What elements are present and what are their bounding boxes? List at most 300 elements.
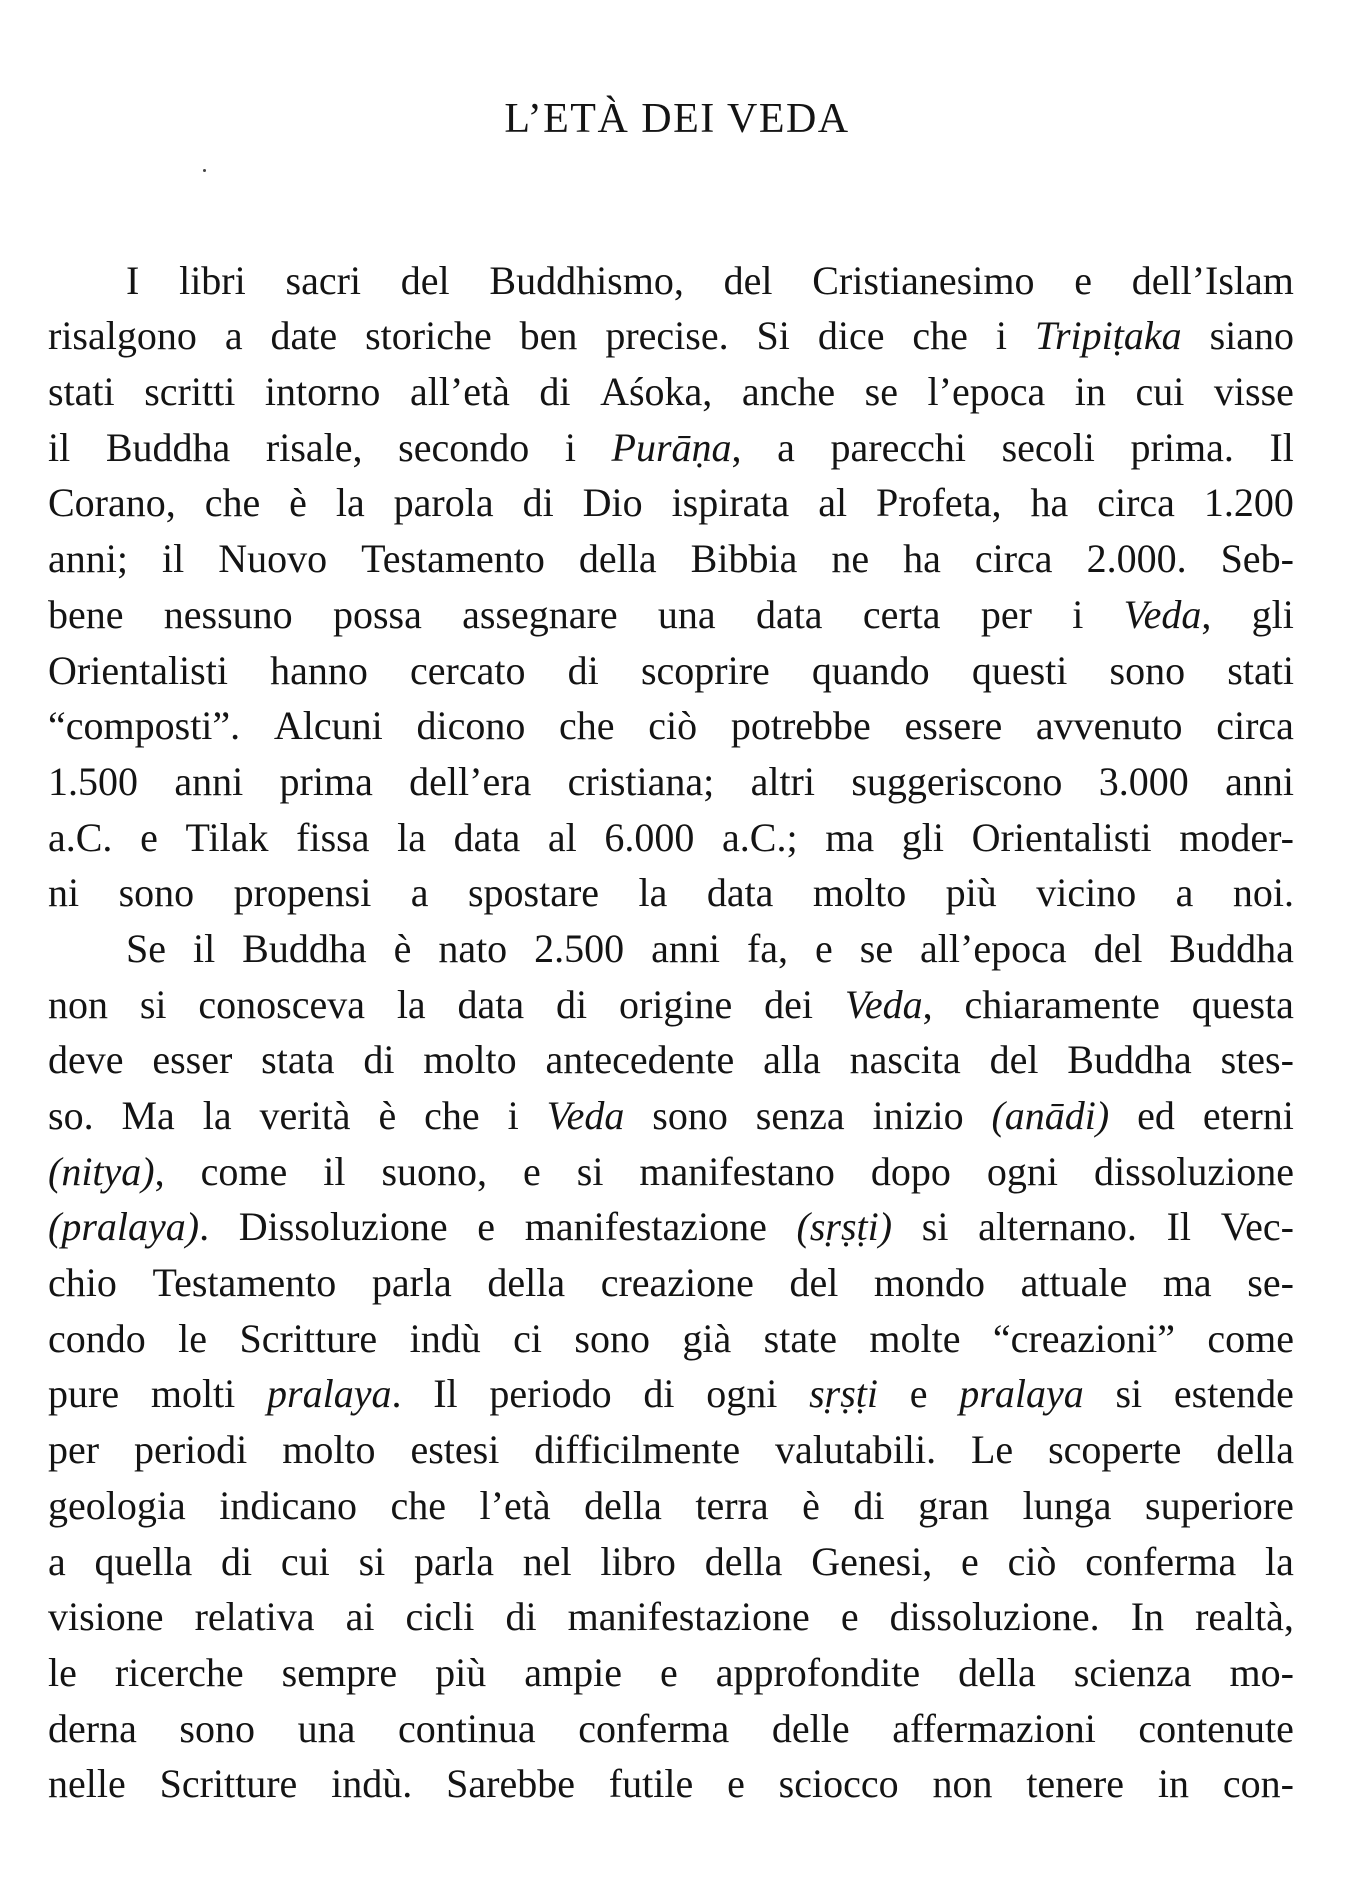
word: futile: [608, 1761, 694, 1807]
word: stata: [261, 1037, 335, 1083]
word: per: [980, 591, 1032, 637]
word: manifestano: [639, 1148, 835, 1194]
word: libro: [600, 1538, 676, 1584]
word: di: [853, 1482, 885, 1528]
word: del: [789, 1260, 839, 1306]
word: deve: [48, 1037, 124, 1083]
word: periodi: [133, 1427, 248, 1473]
word: (nitya),: [48, 1148, 165, 1194]
word: suono,: [381, 1148, 488, 1194]
word: Aśoka,: [600, 369, 713, 415]
word: delle: [771, 1705, 850, 1751]
word: storiche: [365, 313, 492, 359]
word: cercato: [410, 647, 526, 693]
word: Genesi,: [811, 1538, 933, 1584]
word: scoprire: [640, 647, 770, 693]
word: continua: [397, 1705, 536, 1751]
word: libri: [179, 257, 246, 303]
text-line: [48, 1080, 1294, 1136]
word: fissa: [296, 814, 370, 860]
word: a: [777, 424, 795, 470]
word: In: [1130, 1594, 1165, 1640]
word: l’epoca: [927, 369, 1046, 415]
word: Alcuni: [273, 703, 383, 749]
word: parla: [371, 1260, 452, 1306]
word: indicano: [219, 1482, 357, 1528]
word: precise.: [605, 313, 729, 359]
word: pure: [48, 1371, 120, 1417]
word: anni;: [48, 536, 128, 582]
word: (pralaya).: [48, 1204, 210, 1250]
word: creazione: [600, 1260, 754, 1306]
word: condo: [48, 1315, 146, 1361]
text-line: [48, 1582, 1294, 1638]
word: anni: [651, 925, 720, 971]
word: Seb-: [1220, 536, 1294, 582]
word: so.: [48, 1093, 94, 1138]
word: di: [556, 981, 588, 1027]
word: ai: [345, 1594, 375, 1640]
word: e: [477, 1204, 496, 1250]
word: e: [659, 1649, 678, 1695]
word: approfondite: [715, 1649, 921, 1695]
word: si: [576, 1148, 604, 1194]
word: Buddha: [1067, 1037, 1192, 1083]
word: secondo: [398, 424, 530, 470]
word: a: [410, 870, 429, 916]
word: se-: [1247, 1260, 1294, 1306]
word: Bibbia: [690, 536, 798, 582]
word: periodo: [489, 1371, 612, 1417]
word: Sarebbe: [446, 1761, 575, 1807]
word: il: [323, 1148, 346, 1194]
word: dice: [817, 313, 885, 359]
word: Veda: [546, 1093, 625, 1138]
word: quella: [94, 1538, 193, 1584]
word: ni: [48, 870, 80, 916]
word: il: [161, 536, 185, 582]
word: 6.000: [604, 814, 695, 860]
word: scritti: [144, 369, 236, 415]
word: molto: [282, 1427, 376, 1473]
word: derna: [48, 1705, 137, 1751]
word: Testamento: [361, 536, 545, 582]
word: pralaya.: [267, 1371, 402, 1417]
word: parla: [414, 1538, 494, 1584]
word: spostare: [467, 870, 600, 916]
word: sacri: [285, 257, 362, 303]
word: date: [270, 313, 338, 359]
text-line: [48, 1359, 1294, 1415]
word: sciocco: [778, 1761, 899, 1807]
word: origine: [618, 981, 733, 1027]
word: 1.200: [1203, 480, 1294, 526]
word: ed: [1137, 1093, 1175, 1138]
word: la: [396, 981, 426, 1027]
word: terra: [695, 1482, 769, 1528]
word: e: [140, 814, 158, 860]
word: estesi: [410, 1427, 500, 1473]
word: realtà,: [1195, 1594, 1294, 1640]
word: sono: [179, 1705, 255, 1751]
word: senza: [755, 1093, 845, 1138]
word: una: [297, 1705, 356, 1751]
word: a.C.;: [722, 814, 798, 860]
word: indù.: [331, 1761, 413, 1807]
word: “composti”.: [48, 703, 241, 749]
word: bene: [48, 591, 124, 637]
word: a: [1175, 870, 1194, 916]
word: dell’era: [409, 758, 532, 804]
word: stati: [48, 369, 115, 415]
word: chiaramente: [964, 981, 1160, 1027]
word: moder-: [1179, 814, 1294, 860]
word: è: [393, 925, 412, 971]
word: relativa: [194, 1594, 315, 1640]
word: molte: [869, 1315, 961, 1361]
word: ne: [831, 536, 870, 582]
word: per: [48, 1427, 100, 1473]
word: della: [578, 536, 657, 582]
word: anni: [1225, 758, 1294, 804]
text-line: [48, 301, 1294, 357]
word: Purāṇa,: [611, 424, 742, 470]
word: cristiana;: [567, 758, 715, 804]
word: non: [932, 1761, 993, 1807]
word: data: [453, 814, 521, 860]
word: Testamento: [152, 1260, 337, 1306]
word: che: [204, 480, 261, 526]
word: molto: [812, 870, 907, 916]
word: e: [815, 925, 833, 971]
word: sṛṣṭi: [809, 1371, 879, 1417]
word: pralaya: [959, 1371, 1084, 1417]
word: e: [961, 1538, 979, 1584]
word: parola: [393, 480, 494, 526]
word: siano: [1209, 313, 1294, 359]
word: quando: [811, 647, 930, 693]
word: Nuovo: [218, 536, 328, 582]
word: nascita: [849, 1037, 961, 1083]
text-line: [48, 579, 1294, 635]
word: Il: [1166, 1204, 1192, 1250]
word: ha: [1030, 480, 1069, 526]
word: potrebbe: [730, 703, 871, 749]
word: mondo: [873, 1260, 986, 1306]
word: sono: [1109, 647, 1186, 693]
text-line: [48, 468, 1294, 524]
word: si: [1115, 1371, 1143, 1417]
word: Veda,: [844, 981, 933, 1027]
word: sono: [118, 870, 195, 916]
word: lunga: [1022, 1482, 1112, 1528]
text-line: [48, 1470, 1294, 1526]
word: Scritture: [239, 1315, 378, 1361]
word: prima.: [1130, 424, 1234, 470]
word: conferma: [1085, 1538, 1237, 1584]
word: se: [864, 369, 898, 415]
word: essere: [904, 703, 1003, 749]
text-line: [48, 858, 1294, 914]
word: ciò: [1007, 1538, 1057, 1584]
word: Ma: [121, 1093, 175, 1138]
word: valutabili.: [775, 1427, 937, 1473]
word: Orientalisti: [48, 647, 228, 693]
word: di: [522, 480, 554, 526]
word: possa: [332, 591, 422, 637]
word: Cristianesimo: [812, 257, 1035, 303]
text-line: [48, 969, 1294, 1025]
word: Si: [756, 313, 790, 359]
word: ma: [825, 814, 875, 860]
word: parecchi: [830, 424, 966, 470]
word: più: [945, 870, 997, 916]
text-line: [48, 1414, 1294, 1473]
word: ricerche: [114, 1649, 244, 1695]
word: eterni: [1202, 1093, 1294, 1138]
word: manifestazione: [524, 1204, 767, 1250]
word: le: [178, 1315, 208, 1361]
text-line: [48, 802, 1294, 858]
word: che: [559, 703, 615, 749]
word: sono: [652, 1093, 728, 1138]
word: con-: [1222, 1761, 1294, 1807]
word: antecedente: [545, 1037, 735, 1083]
text-line: [48, 356, 1294, 415]
word: si: [358, 1538, 386, 1584]
word: ci: [513, 1315, 542, 1361]
word: ogni: [706, 1371, 778, 1417]
word: è: [289, 480, 307, 526]
word: i: [507, 1093, 519, 1138]
word: i: [1072, 591, 1084, 637]
word: come: [1207, 1315, 1294, 1361]
word: noi.: [1232, 870, 1294, 916]
word: molti: [150, 1371, 236, 1417]
word: nessuno: [163, 591, 293, 637]
word: il: [192, 925, 216, 971]
word: del: [1093, 925, 1143, 971]
text-line: [48, 412, 1294, 468]
word: attuale: [1020, 1260, 1128, 1306]
text-line: [48, 635, 1294, 691]
word: dei: [764, 981, 813, 1027]
page-title: L’ETÀ DEI VEDA: [504, 96, 850, 142]
word: estende: [1173, 1371, 1294, 1417]
word: dell’Islam: [1131, 257, 1294, 303]
word: state: [763, 1315, 837, 1361]
word: la: [202, 1093, 232, 1138]
word: si: [921, 1204, 949, 1250]
word: mo-: [1229, 1649, 1294, 1695]
word: visione: [48, 1594, 164, 1640]
word: circa: [974, 536, 1053, 582]
word: la: [397, 814, 426, 860]
word: nel: [522, 1538, 572, 1584]
word: cui: [1135, 369, 1185, 415]
word: indù: [409, 1315, 481, 1361]
word: Buddha: [1169, 925, 1294, 971]
text-line: [48, 523, 1294, 582]
word: difficilmente: [534, 1427, 741, 1473]
word: alla: [763, 1037, 821, 1083]
text-line: [48, 1025, 1294, 1081]
text-line: [48, 1247, 1294, 1306]
word: se: [859, 925, 894, 971]
word: data: [755, 591, 823, 637]
word: e: [727, 1761, 745, 1807]
word: al: [547, 814, 577, 860]
word: risalgono: [48, 313, 197, 359]
text-line: [48, 1303, 1294, 1359]
word: le: [48, 1649, 77, 1695]
word: hanno: [270, 647, 368, 693]
word: di: [643, 1371, 675, 1417]
word: visse: [1213, 369, 1294, 415]
word: avvenuto: [1035, 703, 1183, 749]
text-line: [48, 691, 1294, 747]
text-line: [48, 1526, 1294, 1582]
word: Tripiṭaka: [1034, 313, 1182, 359]
word: è: [378, 1093, 397, 1138]
print-speck: [203, 169, 206, 172]
word: anni: [174, 758, 244, 804]
word: ogni: [986, 1148, 1059, 1194]
word: anche: [741, 369, 836, 415]
word: dissoluzione.: [889, 1594, 1100, 1640]
word: Tilak: [185, 814, 269, 860]
word: a.C.: [48, 814, 113, 860]
text-line: [48, 245, 1294, 301]
word: (anādi): [991, 1093, 1110, 1138]
word: 2.000.: [1086, 536, 1187, 582]
word: della: [958, 1649, 1036, 1695]
word: del: [400, 257, 450, 303]
word: l’età: [479, 1482, 551, 1528]
word: si: [139, 981, 167, 1027]
word: prima: [279, 758, 373, 804]
word: non: [48, 981, 108, 1027]
word: di: [505, 1594, 537, 1640]
word: scienza: [1073, 1649, 1192, 1695]
word: conferma: [578, 1705, 730, 1751]
word: stati: [1227, 647, 1294, 693]
word: altri: [750, 758, 815, 804]
word: certa: [862, 591, 941, 637]
word: intorno: [264, 369, 381, 415]
word: è: [802, 1482, 820, 1528]
text-line: [48, 1192, 1294, 1248]
word: già: [682, 1315, 732, 1361]
word: come: [200, 1148, 288, 1194]
word: Se: [126, 925, 166, 971]
word: tenere: [1026, 1761, 1125, 1807]
word: di: [363, 1037, 395, 1083]
word: della: [1216, 1427, 1294, 1473]
word: che: [390, 1482, 447, 1528]
word: all’età: [409, 369, 510, 415]
word: della: [704, 1538, 783, 1584]
word: in: [1157, 1761, 1189, 1807]
word: di: [539, 369, 571, 415]
word: Il: [433, 1371, 458, 1417]
word: i: [564, 424, 576, 470]
word: a: [224, 313, 243, 359]
word: circa: [1097, 480, 1175, 526]
word: superiore: [1145, 1482, 1294, 1528]
word: Dio: [582, 480, 643, 526]
word: questi: [971, 647, 1068, 693]
word: I: [126, 257, 140, 303]
word: Il: [1269, 424, 1294, 470]
word: della: [487, 1260, 566, 1306]
word: Corano,: [48, 480, 176, 526]
word: manifestazione: [567, 1594, 810, 1640]
word: ben: [519, 313, 578, 359]
word: affermazioni: [892, 1705, 1096, 1751]
word: ma: [1162, 1260, 1212, 1306]
word: il: [48, 424, 71, 470]
word: Veda,: [1123, 591, 1212, 637]
word: Scritture: [159, 1761, 298, 1807]
word: chio: [48, 1260, 117, 1306]
word: Profeta,: [876, 480, 1002, 526]
word: del: [989, 1037, 1039, 1083]
word: in: [1074, 369, 1106, 415]
word: la: [638, 870, 668, 916]
word: la: [335, 480, 365, 526]
word: cui: [280, 1538, 330, 1584]
word: inizio: [872, 1093, 964, 1138]
word: Le: [970, 1427, 1014, 1473]
word: e: [1074, 257, 1092, 303]
word: e: [909, 1371, 928, 1417]
word: (sṛṣṭi): [796, 1204, 893, 1250]
word: di: [221, 1538, 253, 1584]
word: Vec-: [1220, 1204, 1294, 1250]
word: a: [48, 1538, 66, 1584]
word: dicono: [416, 703, 526, 749]
word: che: [424, 1093, 480, 1138]
body-text: [48, 245, 1294, 1807]
word: questa: [1191, 981, 1294, 1027]
word: dopo: [870, 1148, 951, 1194]
word: all’epoca: [920, 925, 1067, 971]
text-line: [48, 1693, 1294, 1749]
word: gli: [1251, 591, 1294, 637]
word: molto: [423, 1037, 517, 1083]
text-line: [48, 1749, 1294, 1805]
word: assegnare: [462, 591, 618, 637]
word: della: [584, 1482, 662, 1528]
word: fa,: [746, 925, 789, 971]
word: Buddha: [105, 424, 231, 470]
word: del: [723, 257, 773, 303]
word: gran: [918, 1482, 990, 1528]
text-line: [48, 746, 1294, 802]
text-line: [48, 1637, 1294, 1693]
word: ampie: [524, 1649, 622, 1695]
word: secoli: [1001, 424, 1095, 470]
text-line: [48, 1136, 1294, 1192]
word: Buddhismo,: [489, 257, 684, 303]
word: nelle: [48, 1761, 126, 1807]
word: di: [567, 647, 599, 693]
word: e: [523, 1148, 541, 1194]
word: Dissoluzione: [238, 1204, 448, 1250]
word: 3.000: [1098, 758, 1189, 804]
word: data: [706, 870, 774, 916]
